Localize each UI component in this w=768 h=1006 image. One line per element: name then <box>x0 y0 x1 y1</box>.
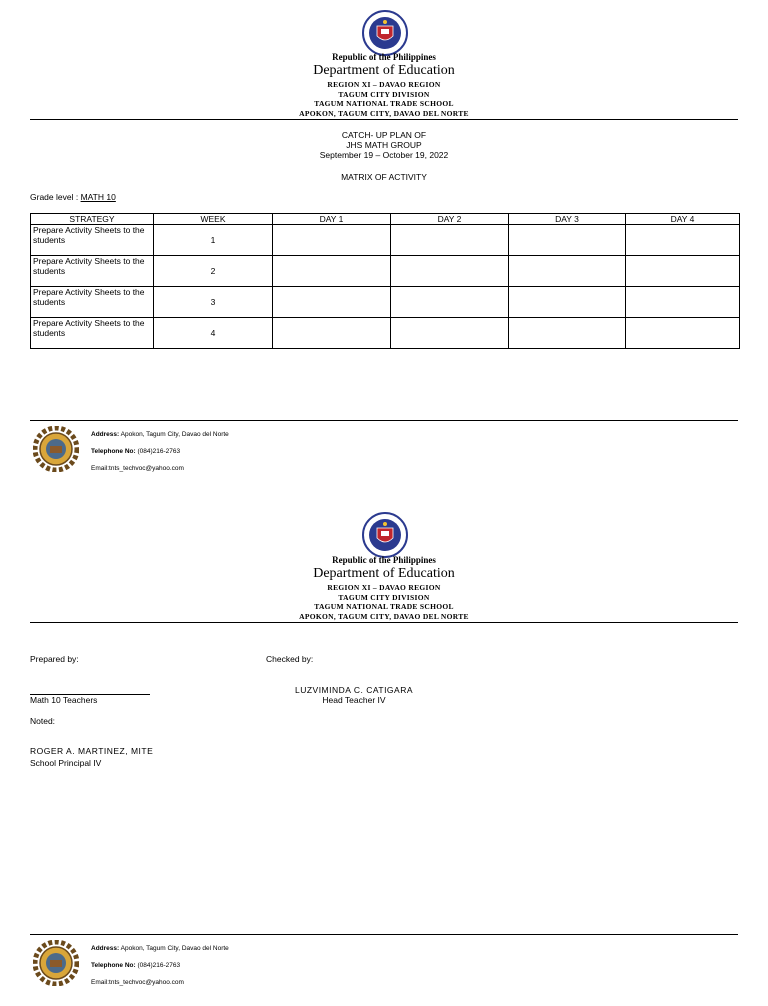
day-cell <box>509 256 626 287</box>
plan-group: JHS MATH GROUP <box>346 140 422 150</box>
footer-phone <box>91 448 180 455</box>
strategy-cell: Prepare Activity Sheets to the students <box>31 256 154 287</box>
day-cell <box>626 256 740 287</box>
day-cell <box>273 318 391 349</box>
week-cell: 2 <box>154 256 273 287</box>
day-cell <box>509 287 626 318</box>
checked-role: Head Teacher IV <box>322 695 386 705</box>
deped-seal-bottom <box>362 512 408 558</box>
department-heading: Department of Education <box>313 566 455 581</box>
footer-address <box>91 431 229 438</box>
grade-label: Grade level : <box>30 192 81 202</box>
strategy-cell: Prepare Activity Sheets to the students <box>31 225 154 256</box>
table-row <box>31 318 740 349</box>
day-cell <box>626 287 740 318</box>
day-cell <box>626 318 740 349</box>
school-gear-logo <box>33 940 79 986</box>
table-row <box>31 225 740 256</box>
grade-value: MATH 10 <box>80 192 116 202</box>
footer-phone <box>91 962 180 969</box>
prepared-role: Math 10 Teachers <box>30 695 98 705</box>
plan-title-block <box>0 130 768 160</box>
grade-level <box>30 192 116 202</box>
header-line: APOKON, TAGUM CITY, DAVAO DEL NORTE <box>299 108 469 118</box>
header-line: APOKON, TAGUM CITY, DAVAO DEL NORTE <box>299 611 469 621</box>
checked-name: LUZVIMINDA C. CATIGARA <box>294 685 414 695</box>
footer-email: Email:tnts_techvoc@yahoo.com <box>91 465 184 472</box>
table-row <box>31 287 740 318</box>
day-cell <box>273 287 391 318</box>
day-cell <box>626 225 740 256</box>
header-line: TAGUM CITY DIVISION <box>338 89 430 99</box>
plan-title: CATCH- UP PLAN OF <box>341 130 427 140</box>
checked-by-label: Checked by: <box>266 654 314 664</box>
day-cell <box>509 225 626 256</box>
header-line: REGION XI – DAVAO REGION <box>327 583 441 592</box>
school-gear-logo <box>33 426 79 472</box>
day-cell <box>273 225 391 256</box>
col-header-day1: DAY 1 <box>273 214 391 225</box>
week-cell: 3 <box>154 287 273 318</box>
col-header-strategy: STRATEGY <box>31 214 154 225</box>
week-cell: 1 <box>154 225 273 256</box>
header-lines <box>0 583 768 621</box>
noted-label: Noted: <box>30 716 56 726</box>
header-line: TAGUM CITY DIVISION <box>338 592 430 602</box>
phone-label: Telephone No: <box>91 962 136 969</box>
noted-role: School Principal IV <box>30 758 102 768</box>
address-value: Apokon, Tagum City, Davao del Norte <box>119 945 229 952</box>
checked-block <box>254 685 454 705</box>
phone-value: (084)216-2763 <box>135 962 181 969</box>
activity-matrix-table <box>30 213 740 349</box>
day-cell <box>391 225 509 256</box>
matrix-title: MATRIX OF ACTIVITY <box>341 172 427 182</box>
republic-heading: Republic of the Philippines <box>332 555 436 565</box>
table-header-row <box>31 214 740 225</box>
col-header-day2: DAY 2 <box>391 214 509 225</box>
strategy-cell: Prepare Activity Sheets to the students <box>31 287 154 318</box>
week-cell: 4 <box>154 318 273 349</box>
header-lines <box>0 80 768 118</box>
prepared-by-label: Prepared by: <box>30 654 79 664</box>
day-cell <box>391 318 509 349</box>
noted-name: ROGER A. MARTINEZ, MITE <box>30 746 154 756</box>
header-line: REGION XI – DAVAO REGION <box>327 80 441 89</box>
day-cell <box>391 287 509 318</box>
deped-seal-top <box>362 10 408 56</box>
header-line: TAGUM NATIONAL TRADE SCHOOL <box>314 602 454 611</box>
phone-label: Telephone No: <box>91 448 136 455</box>
footer-address <box>91 945 229 952</box>
address-label: Address: <box>91 945 120 952</box>
plan-dates: September 19 – October 19, 2022 <box>319 150 449 160</box>
header-divider <box>30 622 738 623</box>
footer-divider <box>30 420 738 421</box>
address-label: Address: <box>91 431 120 438</box>
col-header-week: WEEK <box>154 214 273 225</box>
day-cell <box>273 256 391 287</box>
phone-value: (084)216-2763 <box>135 448 181 455</box>
col-header-day3: DAY 3 <box>509 214 626 225</box>
department-heading: Department of Education <box>313 63 455 78</box>
address-value: Apokon, Tagum City, Davao del Norte <box>119 431 229 438</box>
day-cell <box>391 256 509 287</box>
header-divider <box>30 119 738 120</box>
strategy-cell: Prepare Activity Sheets to the students <box>31 318 154 349</box>
day-cell <box>509 318 626 349</box>
republic-heading: Republic of the Philippines <box>332 52 436 62</box>
header-line: TAGUM NATIONAL TRADE SCHOOL <box>314 99 454 108</box>
footer-divider <box>30 934 738 935</box>
footer-email: Email:tnts_techvoc@yahoo.com <box>91 979 184 986</box>
col-header-day4: DAY 4 <box>626 214 740 225</box>
table-row <box>31 256 740 287</box>
